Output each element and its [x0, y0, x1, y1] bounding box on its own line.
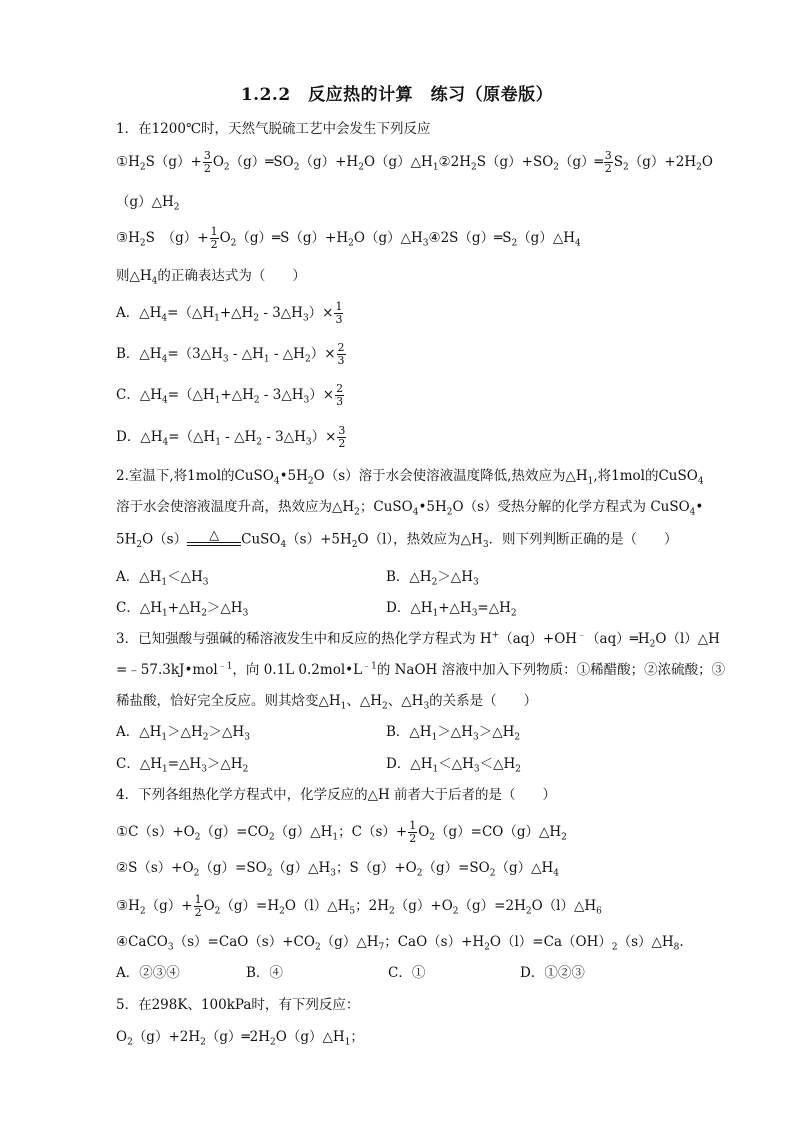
- question-2-line-2: 溶于水会使溶液温度升高，热效应为$\triangle H_2$；$CuSO_4•5H_2O(s)$受热分解的化学方程式为 CuSO$_4$•: [116, 499, 704, 518]
- question-4-option-a: A．②③④: [116, 965, 180, 981]
- question-2-line-3: $5H_2O(s)$ △ $CuSO_4(s)+5H_2O(l)$，热效应为$\triangle H_3$．则下列判断正确的是（ ）: [116, 528, 678, 551]
- question-1-reaction-1-2: $①H_2S(g)+$ $\frac{3}{2}$ $O_2(g)═SO_2(g)+H_2O(g)\triangle H_1②2H_2S(g)+SO_2(g)═$ $\frac{3}{2}$ $S_2(g)+2H_2O$: [116, 149, 713, 175]
- question-2-line-1: 2.室温下,将1mol的$CuSO_4•5H_2O(s)$溶于水会使溶液温度降低,热效应为$\triangle H_1$,将1mol的CuSO$_4$: [116, 468, 704, 487]
- question-2-option-b: B．$\triangle H_2>\triangle H_3$: [386, 569, 479, 588]
- fraction: $\frac{2}{3}$: [337, 341, 345, 367]
- question-3-option-d: D．$\triangle H_1<\triangle H_3<\triangle H_2$: [386, 756, 521, 775]
- question-5-stem: 5．在298K、100kPa时，有下列反应：: [116, 997, 360, 1013]
- question-4-group-4: $④CaCO_3(s)=CaO(s)+CO_2(g)\triangle H_7$；$CaO(s)+H_2O(l)=Ca(OH)_2(s)\triangle H_8$.: [116, 934, 684, 953]
- question-3-line-2: =﹣57.3kJ•mol$^{﹣1}$，向 0.1L $0.2mol•L^{﹣1}$的 NaOH 溶液中加入下列物质：①稀醋酸；②浓硫酸；③: [116, 661, 726, 678]
- question-4-stem: 4．下列各组热化学方程式中，化学反应的△H 前者大于后者的是（ ）: [116, 787, 557, 803]
- question-1-option-c: C．$\triangle H_4=(\triangle H_1+\triangle H_2$ - $3\triangle H_3)\times$ $\frac{2}{3}$: [116, 382, 344, 408]
- question-3-option-c: C．$\triangle H_1=\triangle H_3>\triangle H_2$: [116, 756, 249, 775]
- question-1-option-b: B．$\triangle H_4=(3\triangle H_3$ - $\triangle H_1$ - $\triangle H_2)\times$ $\frac{2}{3}$: [116, 341, 345, 367]
- question-1-reaction-3-4: $③H_2S$ （g）+ $\frac{1}{2}$ $O_2(g)═S(g)+H_2O(g)\triangle H_3④2S(g)═S_2(g)\triangle H_4$: [116, 225, 581, 251]
- fraction: $\frac{3}{2}$: [604, 149, 612, 175]
- question-2-option-d: D．$\triangle H_1+\triangle H_3=\triangle H_2$: [386, 600, 517, 619]
- question-4-option-b: B．④: [246, 965, 283, 981]
- question-1-option-d: D．$\triangle H_4=(\triangle H_1$ - $\triangle H_2$ - $3\triangle H_3)\times$ $\frac{3}{2}$: [116, 424, 346, 450]
- question-3-option-b: B．$\triangle H_1>\triangle H_3>\triangle H_2$: [386, 724, 521, 743]
- fraction: $\frac{1}{2}$: [194, 893, 202, 919]
- question-3-option-a: A．$\triangle H_1>\triangle H_2>\triangle H_3$: [116, 724, 250, 743]
- question-5-reaction-1: $O_2(g)+2H_2(g)═2H_2O(g)\triangle H_1$；: [116, 1029, 364, 1048]
- fraction: $\frac{2}{3}$: [336, 382, 344, 408]
- question-1-option-a: A．$\triangle H_4=(\triangle H_1+\triangle H_2$ - $3\triangle H_3)\times$ $\frac{1}{3}$: [116, 300, 343, 326]
- question-3-line-1: 3．已知强酸与强碱的稀溶液发生中和反应的热化学方程式为 $H^+(aq)+OH^﹣(aq)═H_2O(l)\triangle H$: [116, 630, 720, 650]
- question-1-reaction-1-2-cont: $(g)\triangle H_2$: [116, 194, 180, 213]
- question-2-option-c: C．$\triangle H_1+\triangle H_2>\triangle H_3$: [116, 600, 249, 619]
- question-4-group-1: $①C(s)+O_2(g)=CO_2(g)\triangle H_1$；C（s）+ $\frac{1}{2}$ $O_2(g)=CO(g)\triangle H_2$: [116, 819, 567, 845]
- fraction: $\frac{1}{2}$: [409, 819, 417, 845]
- question-4-group-2: $②S(s)+O_2(g)=SO_2(g)\triangle H_3$；$S(g)+O_2(g)=SO_2(g)\triangle H_4$: [116, 860, 560, 879]
- question-4-group-3: $③H_2(g)+$ $\frac{1}{2}$ $O_2(g)=H_2O(l)\triangle H_5$；$2H_2(g)+O_2(g)=2H_2O(l)\triangle H_6$: [116, 893, 602, 919]
- fraction: $\frac{3}{2}$: [338, 424, 346, 450]
- fraction: $\frac{3}{2}$: [203, 149, 211, 175]
- question-1-stem: 1．在1200℃时，天然气脱硫工艺中会发生下列反应: [116, 121, 431, 137]
- question-3-line-3: 稀盐酸，恰好完全反应。则其焓变$\triangle H_1$、$\triangle H_2$、$\triangle H_3$的关系是（ ）: [116, 693, 538, 712]
- fraction: $\frac{1}{3}$: [335, 300, 343, 326]
- question-4-option-c: C．①: [388, 965, 426, 981]
- heat-arrow-icon: △: [187, 529, 241, 551]
- fraction: $\frac{1}{2}$: [210, 225, 218, 251]
- question-1-ask: 则$\triangle H_4$的正确表达式为（ ）: [116, 268, 306, 287]
- question-2-option-a: A．$\triangle H_1<\triangle H_3$: [116, 569, 209, 588]
- question-4-option-d: D．①②③: [520, 965, 585, 981]
- page-title: 1.2.2 反应热的计算 练习（原卷版）: [240, 85, 554, 105]
